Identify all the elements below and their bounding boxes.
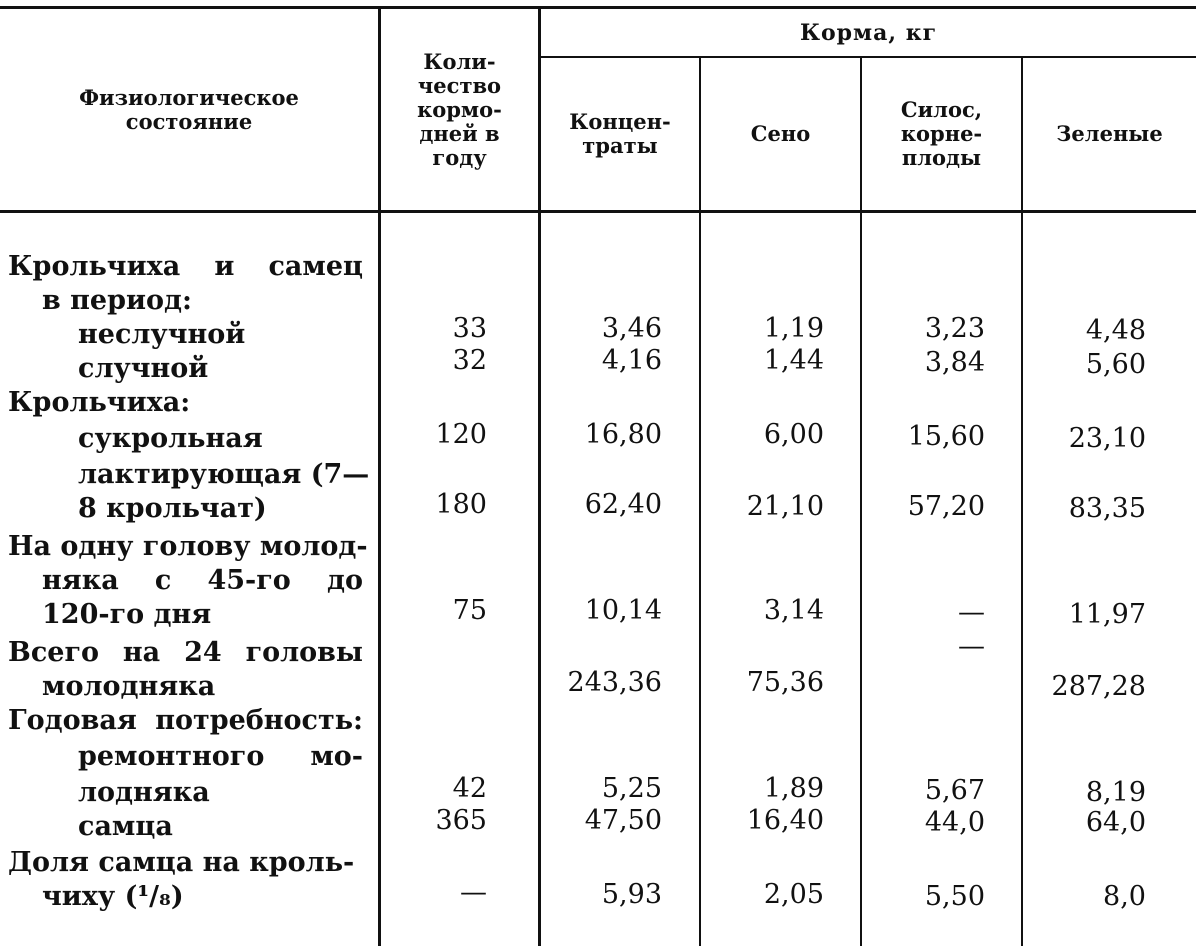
cell-days: 120 bbox=[435, 419, 487, 450]
label-word: Годовая bbox=[8, 705, 137, 736]
label-word: самец bbox=[268, 251, 363, 282]
row-label: сукрольная bbox=[78, 423, 263, 454]
row-label: лодняка bbox=[78, 777, 210, 808]
cell-silage: — bbox=[958, 631, 985, 662]
row-label: неслучной bbox=[78, 319, 246, 350]
row-label: лактирующая (7— bbox=[78, 459, 370, 490]
cell-greens: 5,60 bbox=[1085, 349, 1146, 380]
label-word: головы bbox=[245, 637, 363, 668]
label-word: няка bbox=[42, 565, 119, 596]
label-word: ремонтного bbox=[78, 741, 265, 772]
cell-days: 42 bbox=[452, 773, 487, 804]
row-label bbox=[8, 252, 363, 282]
cell-days: 33 bbox=[452, 313, 487, 344]
cell-hay: 1,19 bbox=[763, 313, 824, 344]
cell-silage: 5,67 bbox=[924, 775, 985, 806]
label-word: Крольчиха bbox=[8, 251, 181, 282]
cell-silage: — bbox=[958, 597, 985, 628]
cell-concentrates: 4,16 bbox=[601, 345, 662, 376]
cell-hay: 21,10 bbox=[746, 491, 824, 522]
label-word: 24 bbox=[184, 637, 222, 668]
row-label: самца bbox=[78, 811, 173, 842]
cell-silage: 3,84 bbox=[924, 347, 985, 378]
row-label: молодняка bbox=[42, 671, 216, 702]
label-word: до bbox=[326, 565, 363, 596]
cell-hay: 1,89 bbox=[763, 773, 824, 804]
label-word: Всего bbox=[8, 637, 99, 668]
cell-concentrates: 243,36 bbox=[567, 667, 662, 698]
row-label bbox=[42, 566, 363, 596]
cell-concentrates: 5,25 bbox=[601, 773, 662, 804]
header-concentrates: Концен- траты bbox=[569, 109, 671, 158]
row-label bbox=[8, 638, 363, 668]
cell-concentrates: 62,40 bbox=[584, 489, 662, 520]
row-label bbox=[8, 706, 363, 736]
row-label: в период: bbox=[42, 285, 192, 316]
cell-greens: 23,10 bbox=[1068, 423, 1146, 454]
cell-days: 365 bbox=[435, 805, 487, 836]
cell-silage: 15,60 bbox=[907, 421, 985, 452]
cell-days: 75 bbox=[452, 595, 487, 626]
row-label: Доля самца на кроль- bbox=[8, 847, 355, 878]
cell-concentrates: 47,50 bbox=[584, 805, 662, 836]
cell-concentrates: 3,46 bbox=[601, 313, 662, 344]
header-feed-days: Коли- чество кормо- дней в году bbox=[417, 48, 502, 170]
header-silage: Силос, корне- плоды bbox=[900, 97, 983, 170]
row-label: 8 крольчат) bbox=[78, 493, 267, 524]
cell-silage: 44,0 bbox=[924, 807, 985, 838]
header-greens: Зеленые bbox=[1056, 121, 1163, 146]
cell-greens: 64,0 bbox=[1085, 807, 1146, 838]
label-word: 45-го bbox=[207, 565, 291, 596]
cell-concentrates: 16,80 bbox=[584, 419, 662, 450]
cell-silage: 57,20 bbox=[907, 491, 985, 522]
header-feeds-group: Корма, кг bbox=[799, 19, 938, 46]
label-word: с bbox=[154, 565, 172, 596]
cell-concentrates: 10,14 bbox=[584, 595, 662, 626]
cell-hay: 16,40 bbox=[746, 805, 824, 836]
cell-days: 180 bbox=[435, 489, 487, 520]
cell-hay: 3,14 bbox=[763, 595, 824, 626]
cell-concentrates: 5,93 bbox=[601, 879, 662, 910]
cell-greens: 11,97 bbox=[1068, 599, 1146, 630]
cell-greens: 287,28 bbox=[1051, 671, 1146, 702]
label-word: потребность: bbox=[155, 705, 363, 736]
label-word: и bbox=[214, 251, 235, 282]
row-label: Крольчиха: bbox=[8, 387, 191, 418]
cell-hay: 2,05 bbox=[763, 879, 824, 910]
row-label: 120-го дня bbox=[42, 599, 212, 630]
header-bottom-rule bbox=[0, 210, 1196, 213]
row-label: случной bbox=[78, 353, 209, 384]
cell-hay: 75,36 bbox=[746, 667, 824, 698]
cell-hay: 1,44 bbox=[763, 345, 824, 376]
cell-days: — bbox=[460, 877, 487, 908]
row-label: чиху (¹/₈) bbox=[42, 881, 184, 912]
cell-hay: 6,00 bbox=[763, 419, 824, 450]
row-label bbox=[78, 742, 363, 772]
cell-days: 32 bbox=[452, 345, 487, 376]
cell-greens: 83,35 bbox=[1068, 493, 1146, 524]
cell-silage: 3,23 bbox=[924, 313, 985, 344]
header-phys-state: Физиологическое состояние bbox=[79, 84, 299, 134]
label-word: на bbox=[122, 637, 161, 668]
label-word: мо- bbox=[310, 741, 363, 772]
header-hay: Сено bbox=[750, 121, 811, 146]
row-label: На одну голову молод- bbox=[8, 531, 368, 562]
cell-greens: 4,48 bbox=[1085, 315, 1146, 346]
cell-greens: 8,0 bbox=[1103, 881, 1146, 912]
cell-silage: 5,50 bbox=[924, 881, 985, 912]
cell-greens: 8,19 bbox=[1085, 777, 1146, 808]
